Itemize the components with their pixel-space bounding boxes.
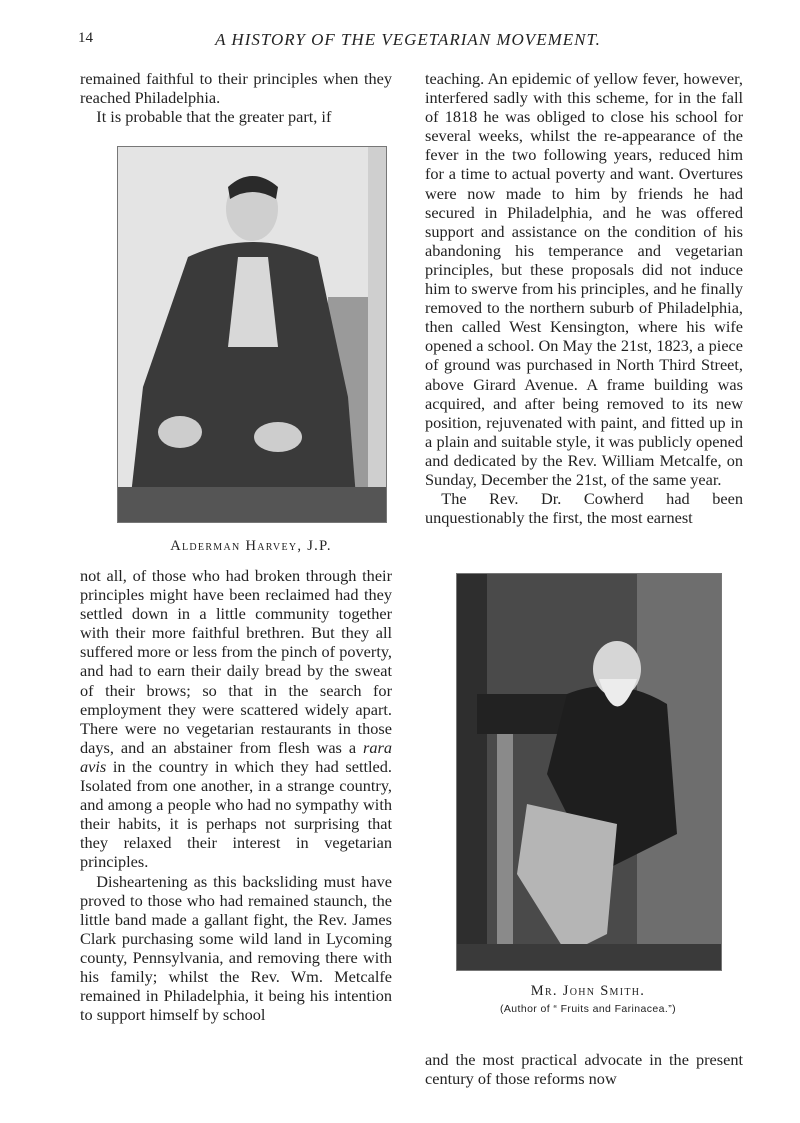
right-column-top <box>425 69 743 527</box>
paragraph-text: in the country in which they had settled. Isolated from one another, in a strange country, and among a people who had no sympathy with their habits, it is perhaps not surprising that they relaxed their interest in vegetarian principles. <box>80 756 392 872</box>
caption-john-smith <box>440 982 736 1018</box>
left-column-top <box>80 69 392 126</box>
paragraph: teaching. An epidemic of yellow fever, however, interfered sadly with this scheme, for in the fall of 1818 he was obliged to close his school for several weeks, whilst the re-appearance of the fever in the two following years, reduced him for a time to actual poverty and want. Overtures were now made to him by friends he had secured in Philadelphia, and he was offered support and assistance on the condition of his abandoning his temperance and vegetarian principles, but these proposals did not induce him to swerve from his principles, and he finally removed to the northern suburb of Philadelphia, then called West Kensington, where his wife opened a school. On May the 21st, 1823, a piece of ground was purchased in North Third Street, above Girard Avenue. A frame building was acquired, and after being removed to its new position, rejuvenated with paint, and fitted up in a plain and suitable style, it was publicly opened and dedicated by the Rev. William Metcalfe, on Sunday, December the 21st, of the same year. <box>425 69 743 489</box>
paragraph: Disheartening as this backsliding must have proved to those who had remained staunch, the little band made a gallant fight, the Rev. James Clark purchasing some wild land in Lycoming county, Pennsylvania, and removing there with his family; whilst the Rev. Wm. Metcalfe remained in Philadelphia, it being his intention to support himself by school <box>80 871 392 1025</box>
running-title: A HISTORY OF THE VEGETARIAN MOVEMENT. <box>215 30 601 49</box>
page-number: 14 <box>78 30 93 46</box>
paragraph: remained faithful to their principles when they reached Philadelphia. <box>80 69 392 108</box>
caption-alderman-harvey: Alderman Harvey, J.P. <box>170 538 332 554</box>
paragraph-text: not all, of those who had broken through their principles might have been reclaimed had they settled down in a little community together with their more faithful brethren. But they all suffered more or less from the pinch of poverty, and had to earn their daily bread by the sweat of their brows; so that in the search for employment they were scattered widely apart. There were no vegetarian restaurants in those days, and an abstainer from flesh was a <box>80 566 392 757</box>
italic-phrase: rara avis <box>80 737 392 776</box>
paragraph: The Rev. Dr. Cowherd had been unquestionably the first, the most earnest <box>425 489 743 528</box>
caption-subtitle: (Author of “ Fruits and Farinacea.”) <box>499 1003 677 1015</box>
paragraph <box>80 566 392 872</box>
left-column-bottom <box>80 566 392 1024</box>
portrait-alderman-harvey <box>117 146 387 523</box>
portrait-john-smith <box>456 573 722 971</box>
caption-title: Mr. John Smith. <box>530 983 646 999</box>
page-header <box>78 30 738 52</box>
paragraph: and the most practical advocate in the present century of those reforms now <box>425 1050 743 1089</box>
paragraph: It is probable that the greater part, if <box>96 107 332 127</box>
right-column-bottom <box>425 1050 743 1088</box>
